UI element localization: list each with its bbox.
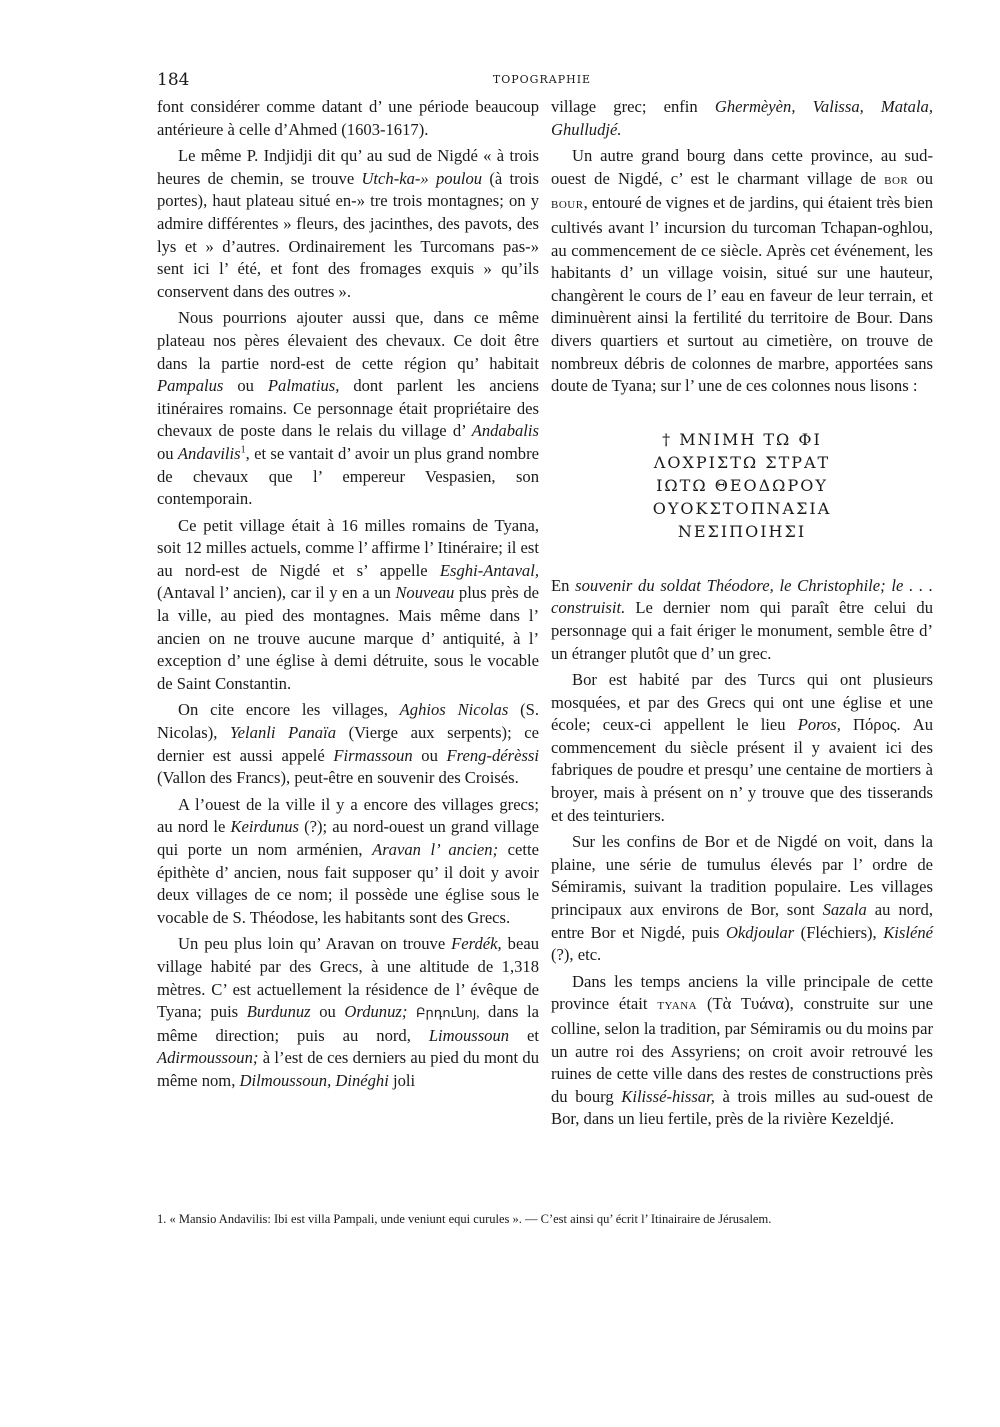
- running-title: TOPOGRAPHIE: [492, 73, 592, 86]
- paragraph: Ce petit village était à 16 milles romains de Tyana, soit 12 milles actuels, comme l’ affirme l’ Itinéraire; il est au nord-est de Nigdé et s’ appelle Esghi-Antaval, (Antaval l’ ancien), car il y en a un Nouveau plus près de la ville, au pied des montagnes. Mais même dans l’ ancien on ne trouve aucune marque d’ antiquité, à l’ exception d’ une église à demi détruite, sous le vocable de Saint Constantin.: [157, 515, 539, 693]
- paragraph: Bor est habité par des Turcs qui ont plusieurs mosquées, et par des Grecs qui ont une église et une école; ceux-ci appellent le lieu Poros, Πόρος. Au commencement du siècle présent il y avaient ici des fabriques de poudre et presqu’ une centaine de mortiers à broyer, mais à présent on n’ y trouve que des tisserands et des teinturiers.: [551, 670, 934, 825]
- inscription-line: ΙΩΤΩ ΘΕΟΔΩΡΟΥ: [656, 475, 828, 495]
- greek-inscription: [551, 428, 933, 543]
- paragraph: A l’ouest de la ville il y a encore des villages grecs; au nord le Keirdunus (?); au nord-ouest un grand village qui porte un nom arménien, Aravan l’ ancien; cette épithète d’ ancien, nous fait supposer qu’ il doit y avoir deux villages de ce nom; il possède une église sous le vocable de S. Théodose, les habitants sont des Grecs.: [157, 794, 539, 927]
- page-number: 184: [157, 70, 190, 90]
- inscription-line: ΛΟΧΡΙΣΤΩ ΣΤΡΑΤ: [653, 452, 831, 472]
- paragraph: En souvenir du soldat Théodore, le Christophile; le . . . construisit. Le dernier nom qui paraît être celui du personnage qui a fait ériger le monument, semble être d’ un étranger plutôt que d’ un grec.: [551, 575, 933, 663]
- paragraph: On cite encore les villages, Aghios Nicolas (S. Nicolas), Yelanli Panaïa (Vierge aux serpents); ce dernier est aussi appelé Firmassoun ou Freng-dérèssi (Vallon des Francs), peut-être en souvenir des Croisés.: [157, 700, 540, 788]
- paragraph: Dans les temps anciens la ville principale de cette province était TYANA (Τὰ Τυάνα), construite sur une colline, selon la tradition, par Sémiramis ou du moins par un autre roi des Assyriens; on croit avoir retrouvé les ruines de cette ville dans des restes de constructions près du bourg Kilissé-hissar, à trois milles au sud-ouest de Bor, dans un lieu fertile, près de la rivière Kezeldjé.: [551, 971, 934, 1129]
- footnote-ref: 1: [240, 444, 246, 456]
- right-column: [551, 96, 933, 1131]
- armenian-name: Բրդունոյ,: [415, 1005, 480, 1021]
- paragraph: village grec; enfin Ghermèyèn, Valissa, Matala, Ghulludjé.: [551, 97, 934, 139]
- paragraph: Un autre grand bourg dans cette province, au sud-ouest de Nigdé, c’ est le charmant village de BOR ou BOUR, entouré de vignes et de jardins, qui étaient très bien cultivés avant l’ incursion du turcoman Tchapan-oghlou, au commencement de ce siècle. Après cet événement, les habitants d’ un village voisin, situé sur une hauteur, changèrent le cours de l’ eau en faveur de leur terrain, et diminuèrent ainsi la fertilité du territoire de Bour. Dans divers quartiers et surtout au cimetière, on trouve de nombreux débris de colonnes de marbre, apportées sans doute de Tyana; sur l’ une de ces colonnes nous lisons :: [551, 146, 934, 396]
- inscription-line: ΝΕΣΙΠΟΙΗΣΙ: [677, 521, 807, 541]
- page-header: [157, 70, 927, 92]
- inscription-line: † ΜΝΙΜΗ ΤΩ ΦΙ: [662, 429, 822, 449]
- paragraph: font considérer comme datant d’ une période beaucoup antérieure à celle d’Ahmed (1603-1617).: [157, 97, 539, 139]
- paragraph: Un peu plus loin qu’ Aravan on trouve Ferdék, beau village habité par des Grecs, à une altitude de 1,318 mètres. C’ est actuellement la résidence de l’ évêque de Tyana; puis Burdunuz ou Ordunuz; Բրդունոյ, dans la même direction; puis au nord, Limoussoun et Adirmoussoun; à l’est de ces derniers au pied du mont du même nom, Dilmoussoun, Dinéghi joli: [157, 934, 540, 1090]
- paragraph: Le même P. Indjidji dit qu’ au sud de Nigdé « à trois heures de chemin, se trouve Utch-ka-» poulou (à trois portes), haut plateau situé en-» tre trois montagnes; on y admire différentes » fleurs, des jacinthes, des pavots, des lys et » d’autres. Ordinairement les Turcomans pas-» sent ici l’ été, et font des fromages exquis » qu’ils conservent dans des outres ».: [157, 146, 539, 301]
- paragraph: Nous pourrions ajouter aussi que, dans ce même plateau nos pères élevaient des chevaux. Ce doit être dans la partie nord-est de cette région qu’ habitait Pampalus ou Palmatius, dont parlent les anciens itinéraires romains. Ce personnage était propriétaire des chevaux de poste dans le relais du village d’ Andabalis ou Andavilis$^1$, et se vantait d’ avoir un plus grand nombre de chevaux que l’ empereur Vespasien, son contemporain.: [157, 308, 539, 509]
- inscription-line: ΟΥΟΚΣΤΟΠΝΑΣΙΑ: [652, 498, 832, 518]
- footnote: 1. « Mansio Andavilis: Ibi est villa Pampali, unde veniunt equi curules ». — C’est ainsi qu’ écrit l’ Itinairaire de Jérusalem.: [157, 1212, 772, 1226]
- paragraph: Sur les confins de Bor et de Nigdé on voit, dans la plaine, une série de tumulus élevés par l’ ordre de Sémiramis, suivant la tradition populaire. Les villages principaux aux environs de Bor, sont Sazala au nord, entre Bor et Nigdé, puis Okdjoular (Fléchiers), Kisléné (?), etc.: [551, 832, 934, 965]
- left-column: [157, 96, 539, 1093]
